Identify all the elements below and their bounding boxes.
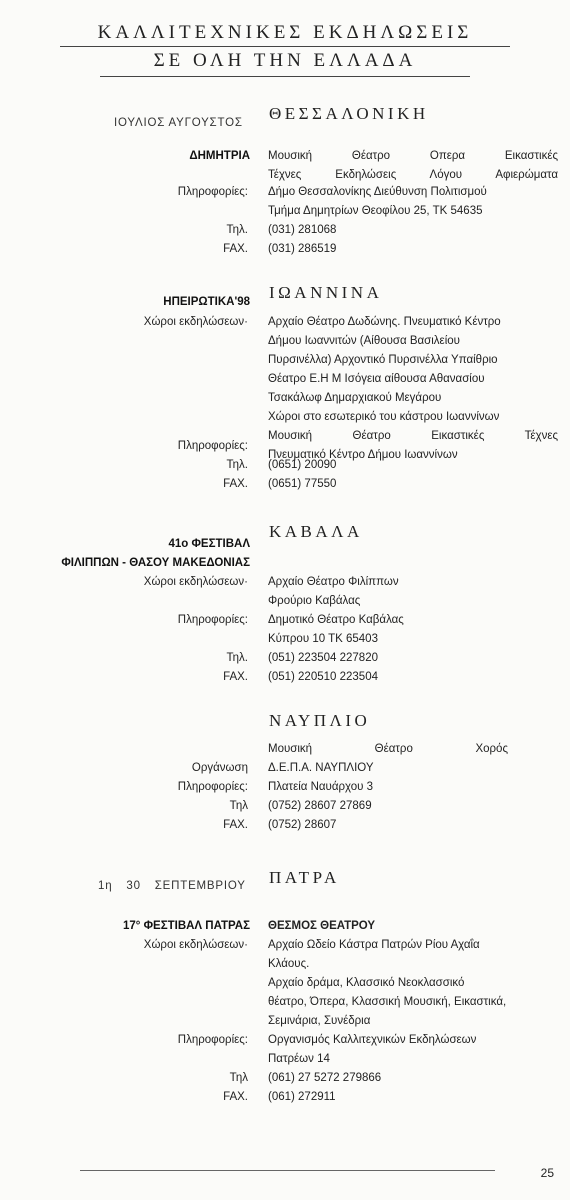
header-rule-bottom: [100, 76, 470, 77]
nafplio-desc: Μουσική Θέατρο Χορός: [268, 743, 508, 755]
nafplio-info-label: Πληροφορίες:: [177, 781, 248, 793]
footer-rule: [80, 1170, 495, 1171]
ioannina-info: Πνευματικό Κέντρο Δήμου Ιωαννίνων: [268, 449, 458, 461]
nafplio-tel-label: Τηλ: [229, 800, 248, 812]
ioannina-tel: (0651) 20090: [268, 459, 337, 471]
nafplio-info: Πλατεία Ναυάρχου 3: [268, 781, 374, 793]
kavala-fax-label: FAX.: [223, 671, 248, 683]
thessaloniki-tel: (031) 281068: [268, 224, 337, 236]
kavala-venue-line: Αρχαίο Θέατρο Φιλίππων: [268, 576, 399, 588]
ioannina-venues-label: Χώροι εκδηλώσεων·: [143, 316, 248, 328]
kavala-tel-label: Τηλ.: [226, 652, 248, 664]
kavala-info-line1: Δημοτικό Θέατρο Καβάλας: [268, 614, 404, 626]
header-rule-top: [60, 46, 510, 47]
patra-venue-line: Αρχαίο Ωδείο Κάστρα Πατρών Ρίου Αχαΐα: [268, 939, 480, 951]
patra-tel-label: Τηλ: [229, 1072, 248, 1084]
thessaloniki-tel-label: Τηλ.: [226, 224, 248, 236]
ioannina-tel-label: Τηλ.: [226, 459, 248, 471]
nafplio-organization: Δ.Ε.Π.Α. ΝΑΥΠΛΙΟΥ: [268, 762, 374, 774]
nafplio-organization-label: Οργάνωση: [191, 762, 248, 774]
ioannina-fax-label: FAX.: [223, 478, 248, 490]
patra-fax: (061) 272911: [268, 1091, 336, 1103]
patra-info-line2: Πατρέων 14: [268, 1053, 330, 1065]
patra-fax-label: FAX.: [223, 1091, 248, 1103]
patra-info-label: Πληροφορίες:: [177, 1034, 248, 1046]
kavala-venues-label: Χώροι εκδηλώσεων·: [143, 576, 248, 588]
nafplio-heading: ΝΑΥΠΛΙΟ: [269, 711, 371, 730]
thessaloniki-info-label: Πληροφορίες:: [177, 186, 248, 198]
thessaloniki-desc-line2: Τέχνες Εκδηλώσεις Λόγου Αφιερώματα: [268, 169, 558, 181]
patra-organizer: ΘΕΣΜΟΣ ΘΕΑΤΡΟΥ: [268, 920, 376, 932]
patra-venues-label: Χώροι εκδηλώσεων·: [143, 939, 248, 951]
ioannina-venue-line: Θέατρο Ε.Η Μ Ισόγεια αίθουσα Αθανασίου: [268, 373, 485, 385]
nafplio-fax-label: FAX.: [223, 819, 248, 831]
patra-title: 17° ΦΕΣΤΙΒΑΛ ΠΑΤΡΑΣ: [123, 920, 250, 932]
patra-tel: (061) 27 5272 279866: [268, 1072, 382, 1084]
thessaloniki-date: ΙΟΥΛΙΟΣ ΑΥΓΟΥΣΤΟΣ: [114, 117, 243, 129]
thessaloniki-heading: ΘΕΣΣΑΛΟΝΙΚΗ: [269, 104, 429, 123]
patra-venue-line: Κλάους.: [268, 958, 310, 970]
ioannina-venue-line: Χώροι στο εσωτερικό του κάστρου Ιωαννίνων: [268, 411, 500, 423]
patra-venue-line: Σεμινάρια, Συνέδρια: [268, 1015, 371, 1027]
kavala-title-line2: ΦΙΛΙΠΠΩΝ - ΘΑΣΟΥ ΜΑΚΕΔΟΝΙΑΣ: [61, 557, 250, 569]
thessaloniki-info-line2: Τμήμα Δημητρίων Θεοφίλου 25, ΤΚ 54635: [268, 205, 483, 217]
nafplio-tel: (0752) 28607 27869: [268, 800, 372, 812]
patra-date: 1η 30 ΣΕΠΤΕΜΒΡΙΟΥ: [98, 880, 246, 892]
page-title-line1: ΚΑΛΛΙΤΕΧΝΙΚΕΣ ΕΚΔΗΛΩΣΕΙΣ: [97, 22, 473, 43]
ioannina-venue-line: Πυρσινέλλα) Αρχοντικό Πυρσινέλλα Υπαίθριο: [268, 354, 498, 366]
ioannina-heading: ΙΩΑΝΝΙΝΑ: [269, 283, 383, 302]
kavala-info-line2: Κύπρου 10 ΤΚ 65403: [268, 633, 378, 645]
kavala-info-label: Πληροφορίες:: [177, 614, 248, 626]
page-title-line2: ΣΕ ΟΛΗ ΤΗΝ ΕΛΛΑΔΑ: [153, 50, 417, 71]
ioannina-venue-line: Αρχαίο Θέατρο Δωδώνης. Πνευματικό Κέντρο: [268, 316, 501, 328]
thessaloniki-info-line1: Δήμο Θεσσαλονίκης Διεύθυνση Πολιτισμού: [268, 186, 487, 198]
ioannina-venue-line: Δήμου Ιωαννιτών (Αίθουσα Βασιλείου: [268, 335, 460, 347]
patra-heading: ΠΑΤΡΑ: [269, 868, 340, 887]
ioannina-fax: (0651) 77550: [268, 478, 337, 490]
ioannina-venue-line: Τσακάλωφ Δημαρχιακού Μεγάρου: [268, 392, 442, 404]
kavala-heading: ΚΑΒΑΛΑ: [269, 522, 363, 541]
ioannina-title: ΗΠΕΙΡΩΤΙΚΑ'98: [163, 296, 250, 308]
patra-info-line1: Οργανισμός Καλλιτεχνικών Εκδηλώσεων: [268, 1034, 477, 1046]
kavala-title-line1: 41ο ΦΕΣΤΙΒΑΛ: [168, 538, 250, 550]
kavala-venue-line: Φρούριο Καβάλας: [268, 595, 361, 607]
thessaloniki-desc-line1: Μουσική Θέατρο Οπερα Εικαστικές: [268, 150, 558, 162]
kavala-tel: (051) 223504 227820: [268, 652, 378, 664]
patra-venue-line: θέατρο, Όπερα, Κλασσική Μουσική, Εικαστικά,: [268, 996, 507, 1008]
thessaloniki-fax: (031) 286519: [268, 243, 337, 255]
ioannina-venue-line: Μουσική Θέατρο Εικαστικές Τέχνες: [268, 430, 558, 442]
patra-venue-line: Αρχαίο δράμα, Κλασσικό Νεοκλασσικό: [268, 977, 465, 989]
nafplio-fax: (0752) 28607: [268, 819, 337, 831]
thessaloniki-fax-label: FAX.: [223, 243, 248, 255]
kavala-fax: (051) 220510 223504: [268, 671, 378, 683]
thessaloniki-title: ΔΗΜΗΤΡΙΑ: [189, 150, 250, 162]
page-number: 25: [540, 1166, 554, 1180]
ioannina-info-label: Πληροφορίες:: [177, 440, 248, 452]
